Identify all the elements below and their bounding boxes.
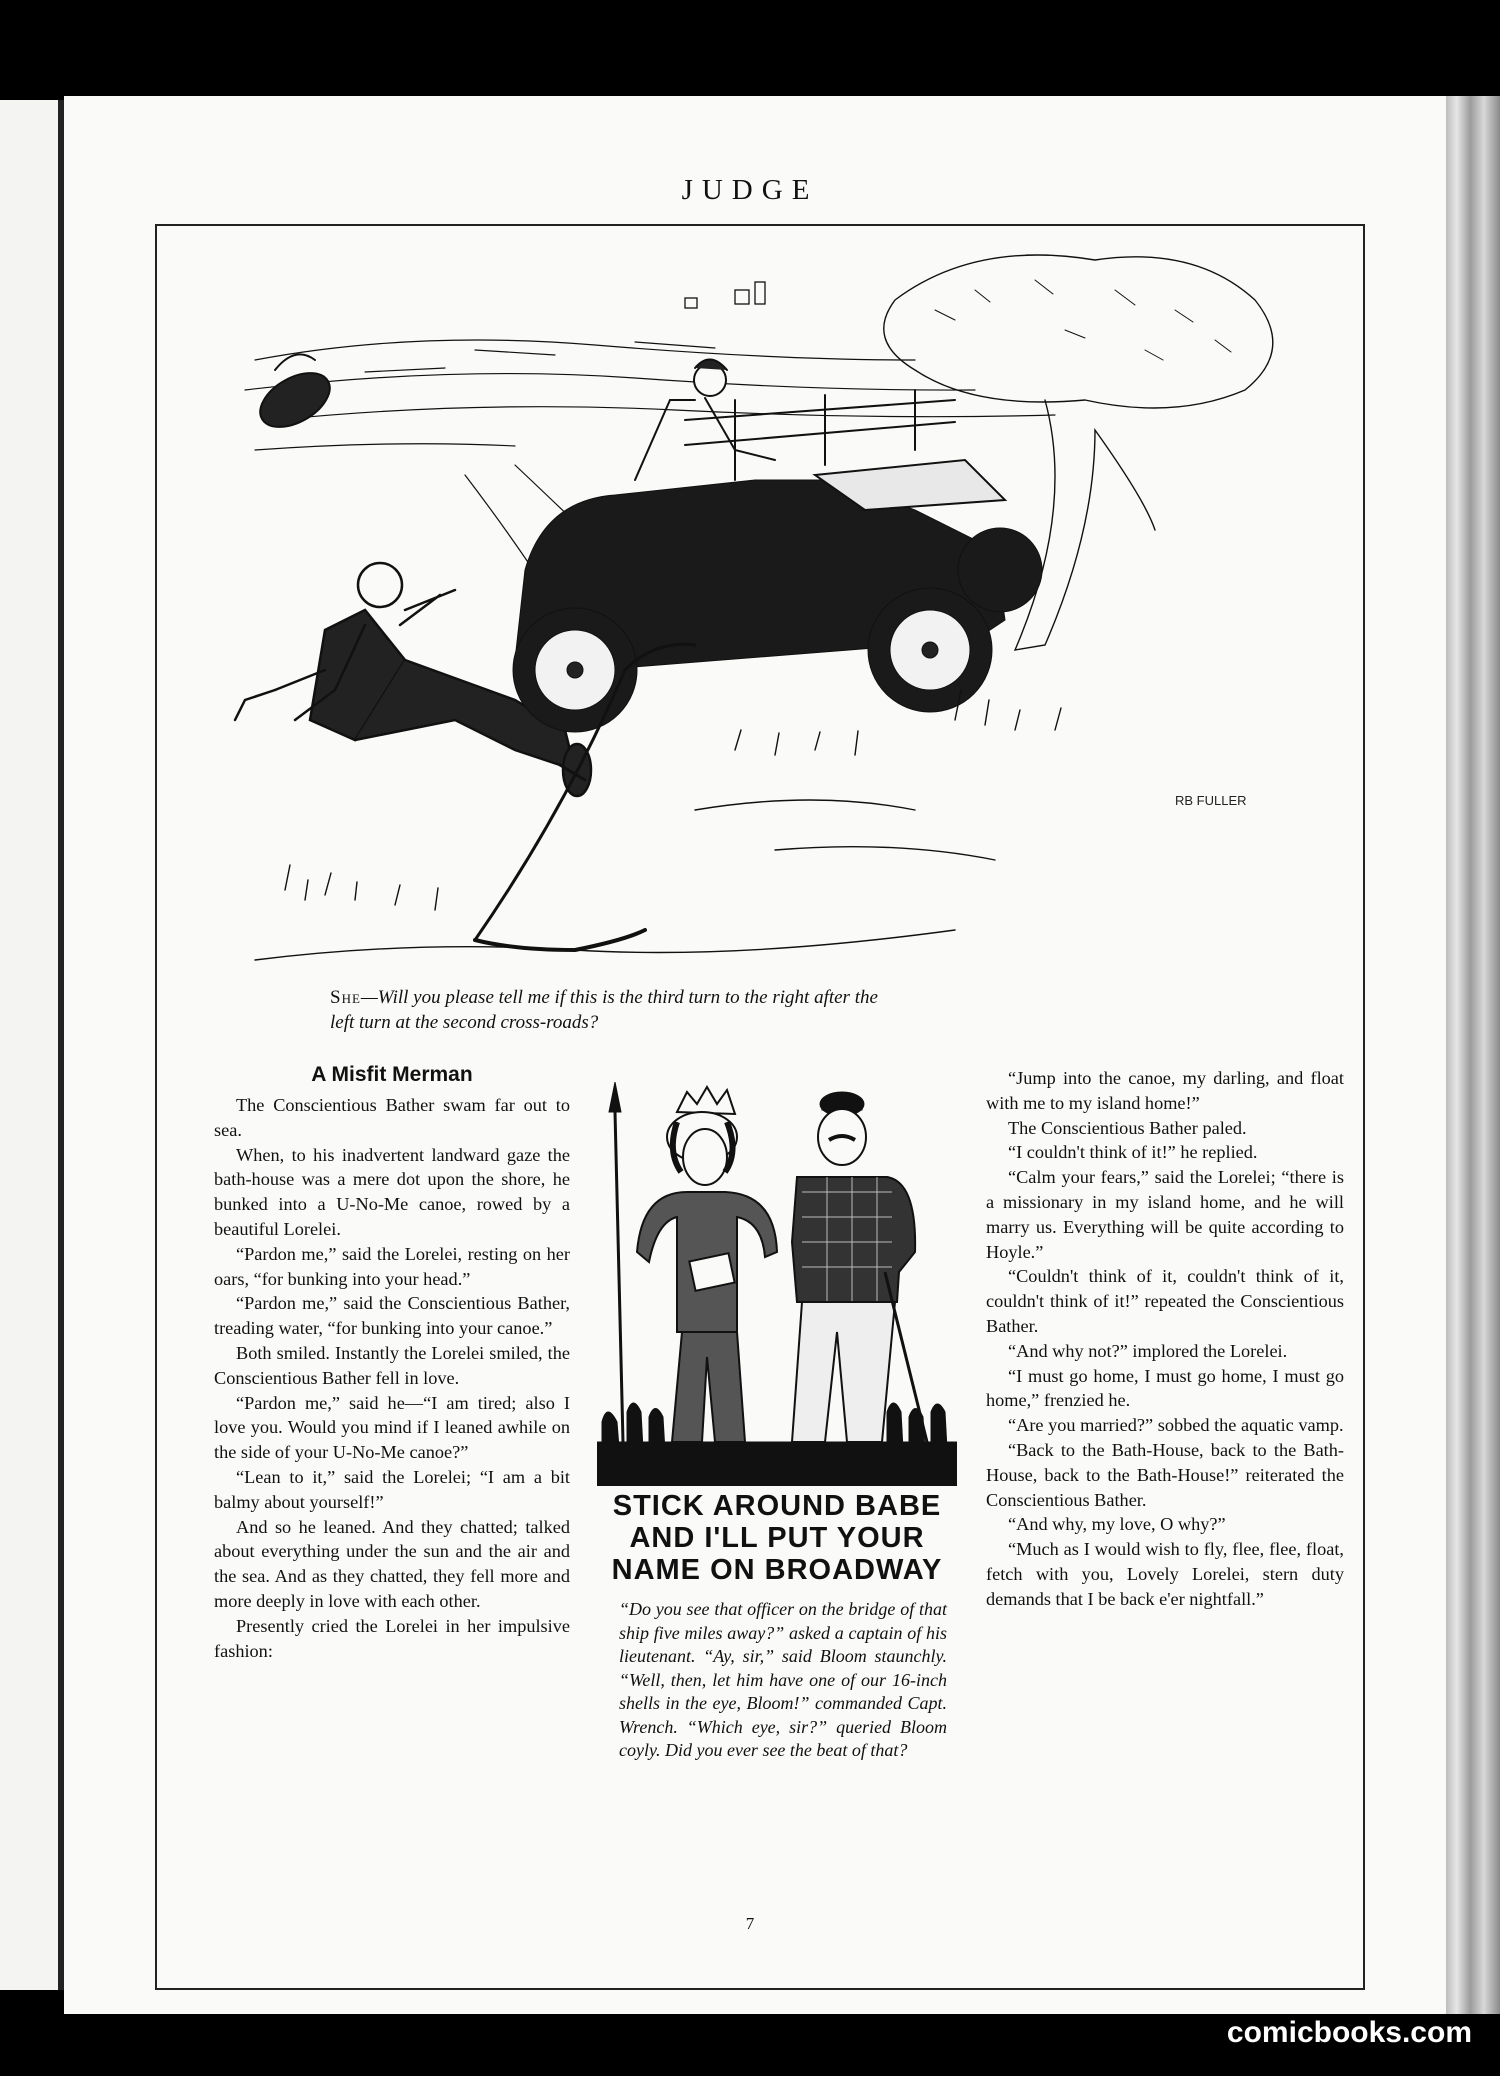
paragraph: “Lean to it,” said the Lorelei; “I am a bit balmy about yourself!” [214,1466,570,1512]
flying-hat [251,354,339,438]
paragraph: “Are you married?” sobbed the aquatic vamp. [1008,1415,1344,1436]
broadway-slogan [597,1490,957,1586]
masthead: JUDGE [681,174,819,206]
caption-line-2: left turn at the second cross-roads? [330,1012,599,1033]
paragraph: “Back to the Bath-House, back to the Bath-House, back to the Bath-House!” reiterated the Conscientious Bather. [986,1439,1344,1510]
paragraph: “Jump into the canoe, my darling, and float with me to my island home!” [986,1068,1344,1113]
paragraph: Both smiled. Instantly the Lorelei smiled, the Conscientious Bather fell in love. [214,1342,570,1388]
paragraph: When, to his inadvertent landward gaze the bath-house was a mere dot upon the shore, he bunked into a U-No-Me canoe, rowed by a beautiful Lorelei. [214,1144,570,1239]
paragraph: “Pardon me,” said the Conscientious Bather, treading water, “for bunking into your canoe.” [214,1293,570,1339]
paragraph: “Couldn't think of it, couldn't think of it, couldn't think of it!” repeated the Conscientious Bather. [986,1266,1344,1336]
paragraph: “And why not?” implored the Lorelei. [1008,1340,1288,1361]
paragraph: And so he leaned. And they chatted; talked about everything under the sun and the air and the sea. And as they chatted, they fell more and more deeply in love with each other. [214,1516,570,1611]
cartoon-illustration [215,250,1325,980]
story-column-left [214,1063,570,1663]
book-binding-edge [1446,96,1500,2014]
paragraph: “Calm your fears,” said the Lorelei; “there is a missionary in my island home, and he will marry us. Everything will be quite according to Hoyle.” [986,1167,1344,1262]
page-number: 7 [745,1914,755,1933]
paragraph: “I must go home, I must go home, I must go home,” frenzied he. [986,1365,1344,1411]
slogan-line-2: AND I'LL PUT YOUR [629,1522,925,1554]
paragraph: “Much as I would wish to fly, flee, flee, float, fetch with you, Lovely Lorelei, stern duty demands that I be back e'er nightfall.” [986,1539,1344,1609]
slogan-line-1: STICK AROUND BABE [612,1490,942,1522]
broadway-cartoon-illustration [597,1082,957,1486]
slogan-line-3: NAME ON BROADWAY [611,1554,943,1586]
joke-paragraph: “Do you see that officer on the bridge of that ship five miles away?” asked a captain of his lieutenant. “Ay, sir,” said Bloom staunchly. “Well, then, let him have one of our 16-inch shells in the eye, Bloom!” commanded Capt. Wrench. “Which eye, sir?” queried Bloom coyly. Did you ever see the beat of that? [619,1599,947,1760]
paragraph: “I couldn't think of it!” he replied. [1008,1142,1258,1163]
caption-line-1: —Will you please tell me if this is the third turn to the right after the [360,987,878,1008]
paragraph: The Conscientious Bather swam far out to sea. [214,1095,570,1140]
paragraph: The Conscientious Bather paled. [1008,1117,1247,1138]
distant-houses [685,282,765,308]
paragraph: Presently cried the Lorelei in her impulsive fashion: [214,1615,570,1661]
paragraph: “And why, my love, O why?” [1008,1514,1226,1535]
caption-speaker: She [330,987,361,1008]
roadster-car [513,359,1042,732]
story-title: A Misfit Merman [311,1063,473,1086]
facing-page-edge [0,100,62,1990]
story-column-right [986,1066,1344,1612]
paragraph: “Pardon me,” said the Lorelei, resting on her oars, “for bunking into your head.” [214,1243,570,1289]
cartoon-caption [330,985,1250,1035]
center-column [597,1082,957,1763]
watermark: comicbooks.com [1226,2016,1472,2049]
paragraph: “Pardon me,” said he—“I am tired; also I love you. Would you mind if I leaned awhile on the side of your U-No-Me canoe?” [214,1392,570,1463]
artist-signature: RB FULLER [1175,793,1247,808]
